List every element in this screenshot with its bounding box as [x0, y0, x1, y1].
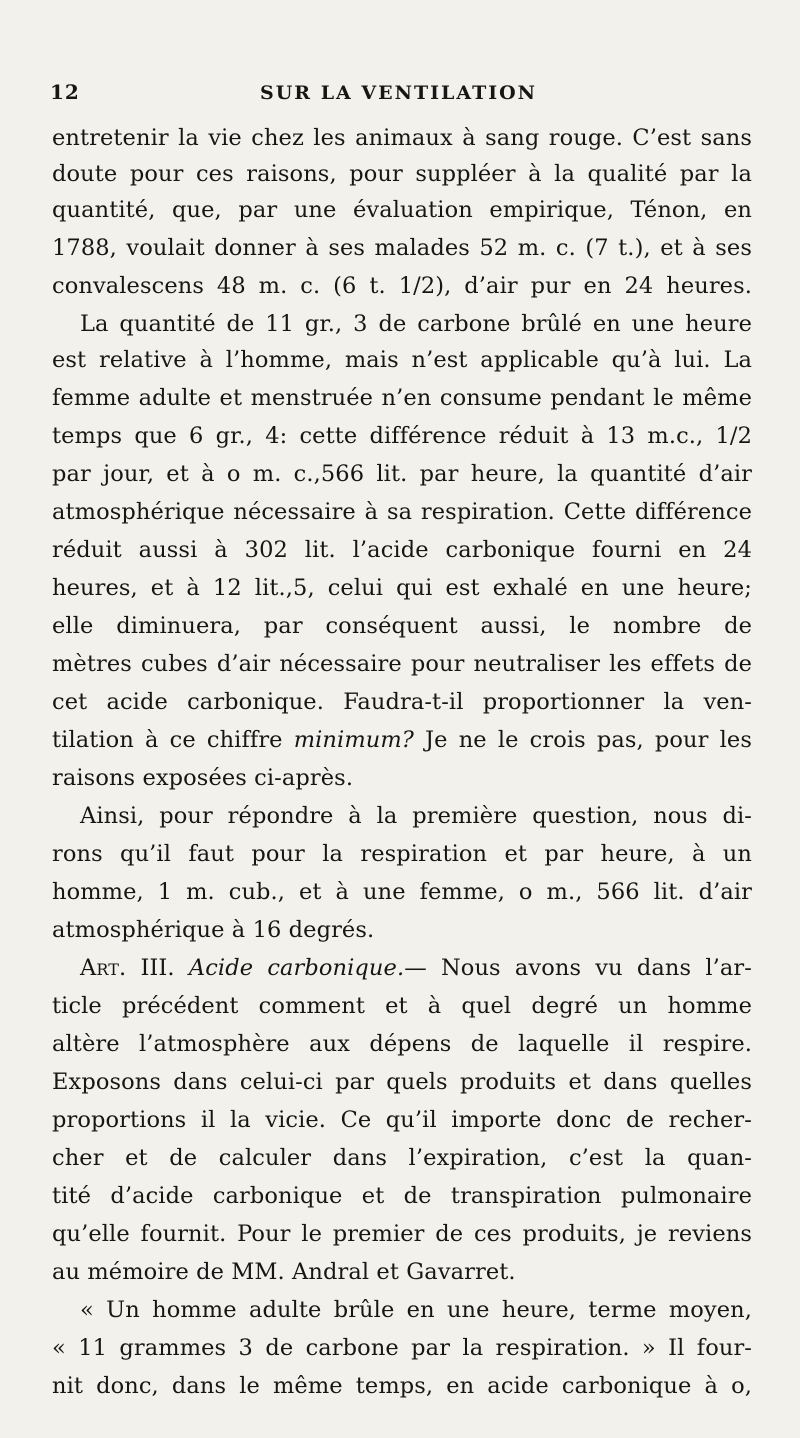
text-fragment: — Nous avons vu dans l’ar-	[404, 955, 752, 981]
text-line: cet acide carbonique. Faudra-t-il proportionner la ven-	[52, 689, 752, 715]
text-line: raisons exposées ci-après.	[52, 765, 354, 791]
text-line: atmosphérique nécessaire à sa respiration. Cette différence	[52, 499, 752, 525]
text-line: atmosphérique à 16 degrés.	[52, 917, 375, 943]
article-title: Acide carbonique.	[188, 955, 405, 981]
text-line: Exposons dans celui-ci par quels produits et dans quelles	[52, 1069, 752, 1095]
text-line: par jour, et à o m. c.,566 lit. par heure, la quantité d’air	[52, 461, 752, 487]
text-line: quantité, que, par une évaluation empirique, Ténon, en	[52, 197, 752, 223]
text-line: homme, 1 m. cub., et à une femme, o m., 566 lit. d’air	[52, 879, 752, 905]
text-line: La quantité de 11 gr., 3 de carbone brûlé en une heure	[80, 311, 752, 337]
text-line: au mémoire de MM. Andral et Gavarret.	[52, 1259, 516, 1285]
text-line: « 11 grammes 3 de carbone par la respiration. » Il four-	[52, 1335, 752, 1361]
text-line: ticle précédent comment et à quel degré un homme	[52, 993, 752, 1019]
running-title: SUR LA VENTILATION	[260, 82, 538, 104]
text-line: nit donc, dans le même temps, en acide carbonique à o,	[52, 1373, 752, 1399]
text-line: réduit aussi à 302 lit. l’acide carbonique fourni en 24	[52, 537, 752, 563]
text-line: proportions il la vicie. Ce qu’il importe donc de recher-	[52, 1107, 752, 1133]
text-line: doute pour ces raisons, pour suppléer à la qualité par la	[52, 161, 752, 187]
text-line	[80, 950, 752, 986]
article-label: Art. III.	[80, 955, 175, 981]
text-line: entretenir la vie chez les animaux à sang rouge. C’est sans	[52, 125, 752, 151]
text-line: 1788, voulait donner à ses malades 52 m. c. (7 t.), et à ses	[52, 235, 752, 261]
text-line: femme adulte et menstruée n’en consume pendant le même	[52, 385, 752, 411]
text-line: cher et de calculer dans l’expiration, c’est la quan-	[52, 1145, 752, 1171]
text-line: tité d’acide carbonique et de transpiration pulmonaire	[52, 1183, 752, 1209]
text-line: temps que 6 gr., 4: cette différence réduit à 13 m.c., 1/2	[52, 423, 752, 449]
text-line: est relative à l’homme, mais n’est applicable qu’à lui. La	[52, 347, 752, 373]
text-line	[52, 722, 752, 758]
text-line: rons qu’il faut pour la respiration et par heure, à un	[52, 841, 752, 867]
text-fragment: Je ne le crois pas, pour les	[413, 727, 752, 753]
text-line: heures, et à 12 lit.,5, celui qui est exhalé en une heure;	[52, 575, 752, 601]
italic-word: minimum?	[293, 727, 414, 753]
text-fragment: tilation à ce chiffre	[52, 727, 283, 753]
running-head	[50, 80, 760, 110]
text-line: mètres cubes d’air nécessaire pour neutraliser les effets de	[52, 651, 752, 677]
text-line: altère l’atmosphère aux dépens de laquelle il respire.	[52, 1031, 752, 1057]
text-line: qu’elle fournit. Pour le premier de ces produits, je reviens	[52, 1221, 752, 1247]
page-number: 12	[50, 80, 80, 104]
text-line: « Un homme adulte brûle en une heure, terme moyen,	[80, 1297, 752, 1323]
text-line: convalescens 48 m. c. (6 t. 1/2), d’air pur en 24 heures.	[52, 273, 752, 299]
text-line: Ainsi, pour répondre à la première question, nous di-	[80, 803, 752, 829]
text-line: elle diminuera, par conséquent aussi, le nombre de	[52, 613, 752, 639]
